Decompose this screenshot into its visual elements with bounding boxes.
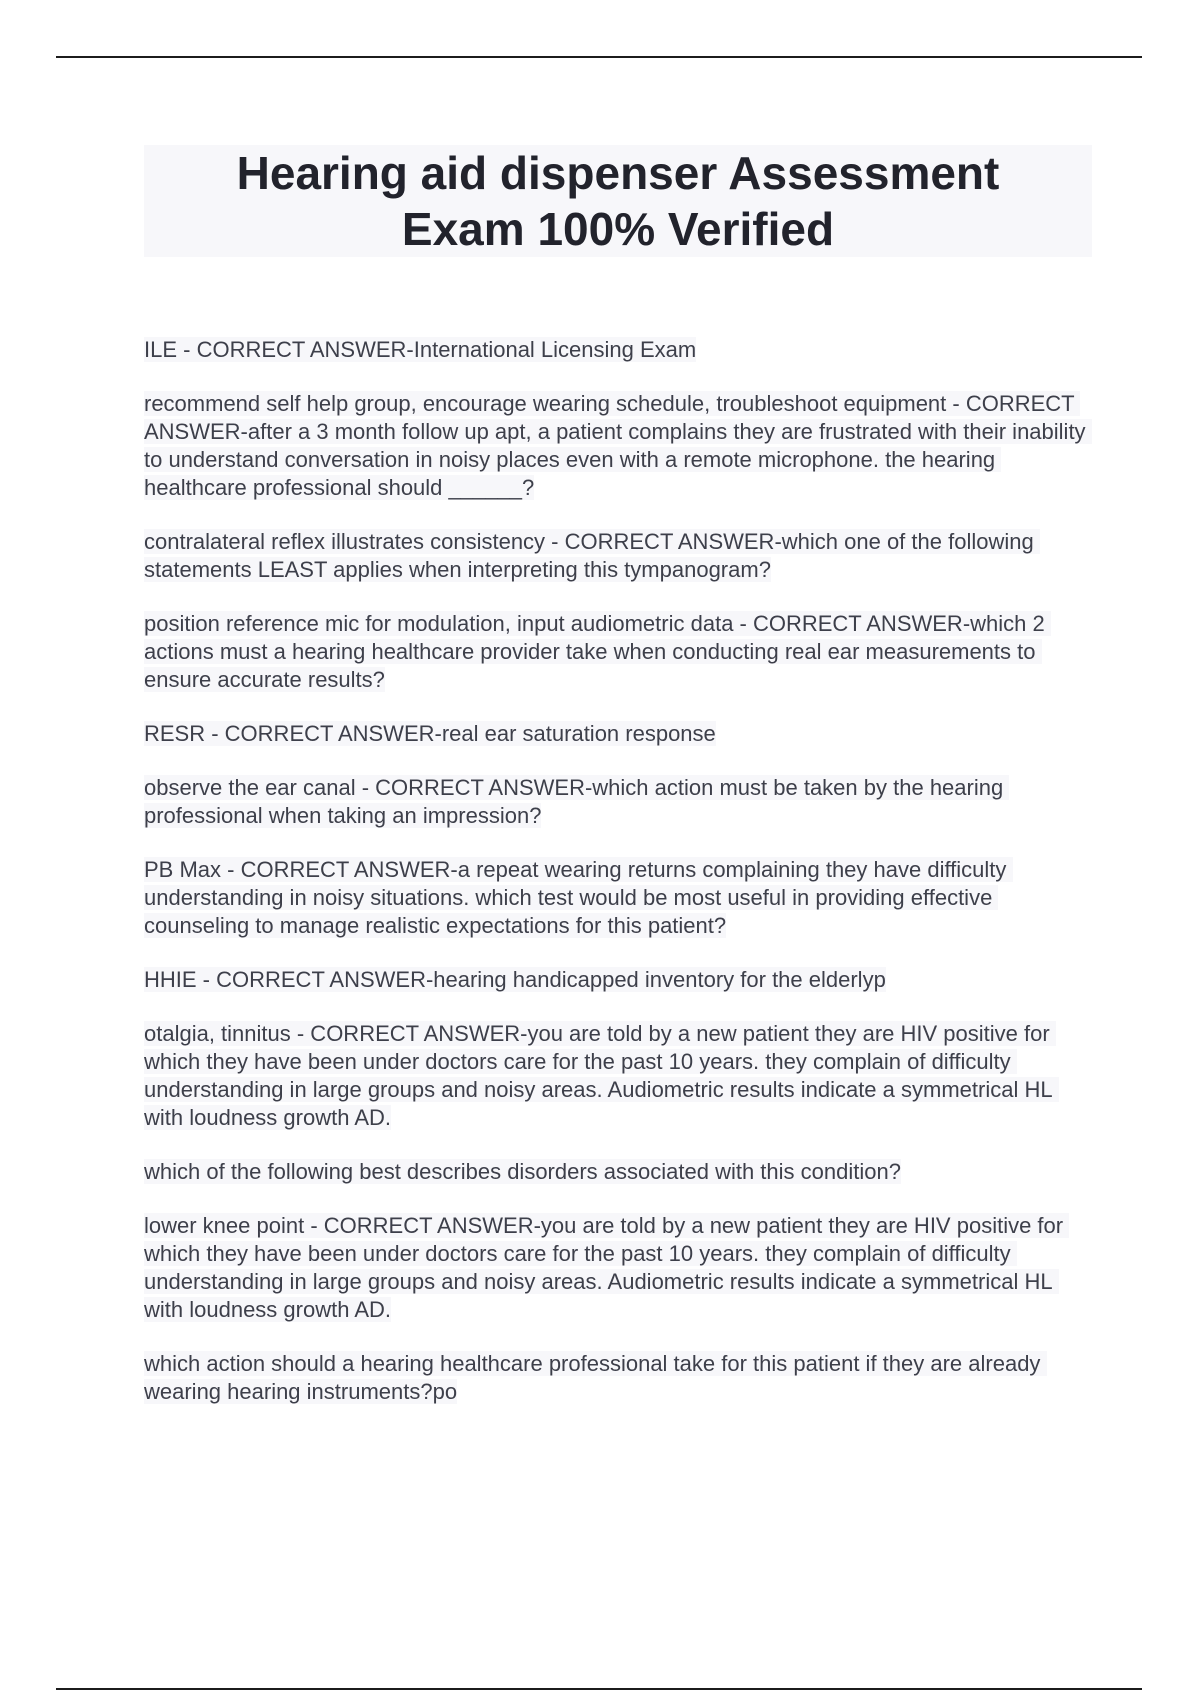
title-banner: [144, 145, 1092, 257]
header-rule: [56, 56, 1142, 58]
qa-entry-7: [144, 856, 1092, 940]
qa-entry-text: PB Max - CORRECT ANSWER-a repeat wearing returns complaining they have difficulty understanding in noisy situations. which test would be most useful in providing effective counseling to manage realistic expectations for this patient?: [144, 857, 1013, 938]
qa-entry-text: observe the ear canal - CORRECT ANSWER-which action must be taken by the hearing professional when taking an impression?: [144, 775, 1010, 828]
document-body: [144, 336, 1092, 1432]
qa-entry-3: [144, 528, 1092, 584]
qa-entry-6: [144, 774, 1092, 830]
qa-entry-5: [144, 720, 1092, 748]
qa-entry-11: [144, 1212, 1092, 1324]
qa-entry-text: contralateral reflex illustrates consistency - CORRECT ANSWER-which one of the following statements LEAST applies when interpreting this tympanogram?: [144, 529, 1040, 582]
qa-entry-2: [144, 390, 1092, 502]
qa-entry-text: RESR - CORRECT ANSWER-real ear saturation response: [144, 721, 716, 746]
qa-entry-1: [144, 336, 1092, 364]
qa-entry-text: otalgia, tinnitus - CORRECT ANSWER-you are told by a new patient they are HIV positive for which they have been under doctors care for the past 10 years. they complain of difficulty understanding in large groups and noisy areas. Audiometric results indicate a symmetrical HL with loudness growth AD.: [144, 1021, 1059, 1130]
qa-entry-4: [144, 610, 1092, 694]
qa-entry-text: ILE - CORRECT ANSWER-International Licensing Exam: [144, 337, 697, 362]
qa-entry-text: lower knee point - CORRECT ANSWER-you are told by a new patient they are HIV positive for which they have been under doctors care for the past 10 years. they complain of difficulty understanding in large groups and noisy areas. Audiometric results indicate a symmetrical HL with loudness growth AD.: [144, 1213, 1070, 1322]
qa-entry-text: HHIE - CORRECT ANSWER-hearing handicapped inventory for the elderlyp: [144, 967, 886, 992]
document-title: Hearing aid dispenser Assessment Exam 100% Verified: [236, 147, 1000, 255]
qa-entry-text: which of the following best describes disorders associated with this condition?: [144, 1159, 901, 1184]
qa-entry-text: position reference mic for modulation, input audiometric data - CORRECT ANSWER-which 2 actions must a hearing healthcare provider take when conducting real ear measurements to ensure accurate results?: [144, 611, 1051, 692]
qa-entry-12: [144, 1350, 1092, 1406]
qa-entry-text: which action should a hearing healthcare professional take for this patient if they are already wearing hearing instruments?po: [144, 1351, 1047, 1404]
footer-rule: [56, 1688, 1142, 1690]
qa-entry-8: [144, 966, 1092, 994]
qa-entry-10: [144, 1158, 1092, 1186]
qa-entry-9: [144, 1020, 1092, 1132]
qa-entry-text: recommend self help group, encourage wearing schedule, troubleshoot equipment - CORRECT ANSWER-after a 3 month follow up apt, a patient complains they are frustrated with their inability to understand conversation in noisy places even with a remote microphone. the hearing healthcare professional should ______?: [144, 391, 1092, 500]
